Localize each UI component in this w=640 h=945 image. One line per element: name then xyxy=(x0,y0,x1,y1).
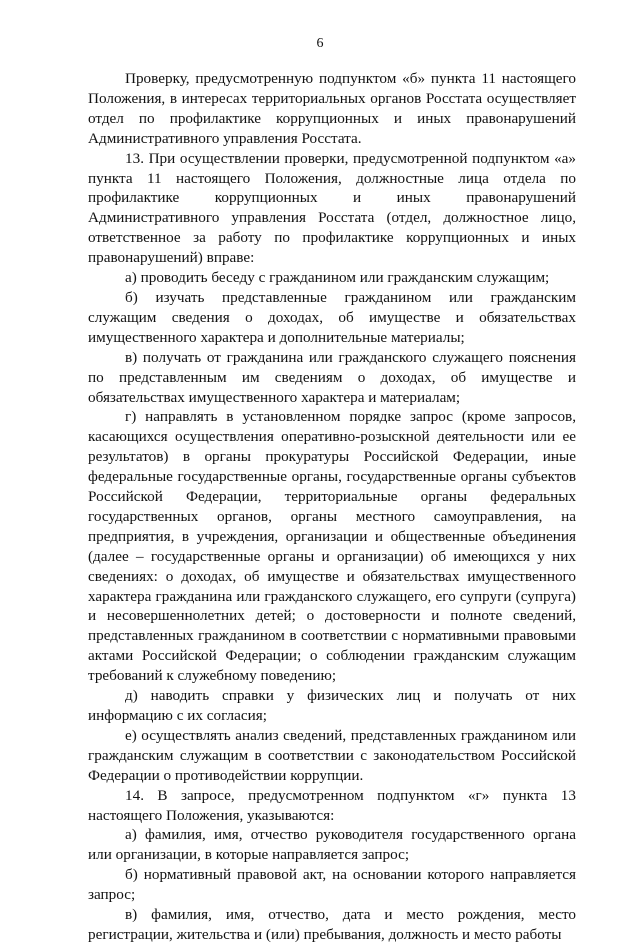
paragraph: 13. При осуществлении проверки, предусмотренной подпунктом «а» пункта 11 настоящего Положения, должностные лица отдела по профилактике коррупционных и иных правонарушений Административного управления Росстата (отдел, должностное лицо, ответственное за работу по профилактике коррупционных и иных правонарушений) вправе: xyxy=(88,149,576,267)
paragraph: д) наводить справки у физических лиц и получать от них информацию с их согласия; xyxy=(88,687,576,724)
paragraph: г) направлять в установленном порядке запрос (кроме запросов, касающихся осуществления оперативно-розыскной деятельности или ее результатов) в органы прокуратуры Российской Федерации, иные федеральные государственные органы, государственные органы субъектов Российской Федерации, территориальные органы федеральных государственных органов, органы местного самоуправления, на предприятия, в учреждения, организации и общественные объединения (далее – государственные органы и организации) об имеющихся у них сведениях: о доходах, об имуществе и обязательствах имущественного характера гражданина или гражданского служащего, его супруги (супруга) и несовершеннолетних детей; о достоверности и полноте сведений, представленных гражданином в соответствии с нормативными правовыми актами Российской Федерации; о соблюдении гражданским служащим требований к служебному поведению; xyxy=(88,408,576,685)
paragraph: е) осуществлять анализ сведений, представленных гражданином или гражданским служащим в соответствии с законодательством Российской Федерации о противодействии коррупции. xyxy=(88,726,576,784)
paragraph: а) фамилия, имя, отчество руководителя государственного органа или организации, в которые направляется запрос; xyxy=(88,826,576,864)
paragraph: в) фамилия, имя, отчество, дата и место рождения, место регистрации, жительства и (или) пребывания, должность и место работы xyxy=(88,906,576,943)
paragraph: 14. В запросе, предусмотренном подпунктом «г» пункта 13 настоящего Положения, указываются: xyxy=(88,786,576,824)
document-body xyxy=(88,69,576,945)
paragraph: в) получать от гражданина или гражданского служащего пояснения по представленным им сведениям о доходах, об имуществе и обязательствах имущественного характера и материалам; xyxy=(88,348,576,406)
paragraph: б) изучать представленные гражданином или гражданским служащим сведения о доходах, об имуществе и обязательствах имущественного характера и дополнительные материалы; xyxy=(88,288,576,346)
page-number: 6 xyxy=(316,36,324,51)
paragraph: б) нормативный правовой акт, на основании которого направляется запрос; xyxy=(88,866,576,904)
paragraph: а) проводить беседу с гражданином или гражданским служащим; xyxy=(125,269,550,287)
paragraph: Проверку, предусмотренную подпунктом «б» пункта 11 настоящего Положения, в интересах территориальных органов Росстата осуществляет отдел по профилактике коррупционных и иных правонарушений Административного управления Росстата. xyxy=(88,70,576,147)
